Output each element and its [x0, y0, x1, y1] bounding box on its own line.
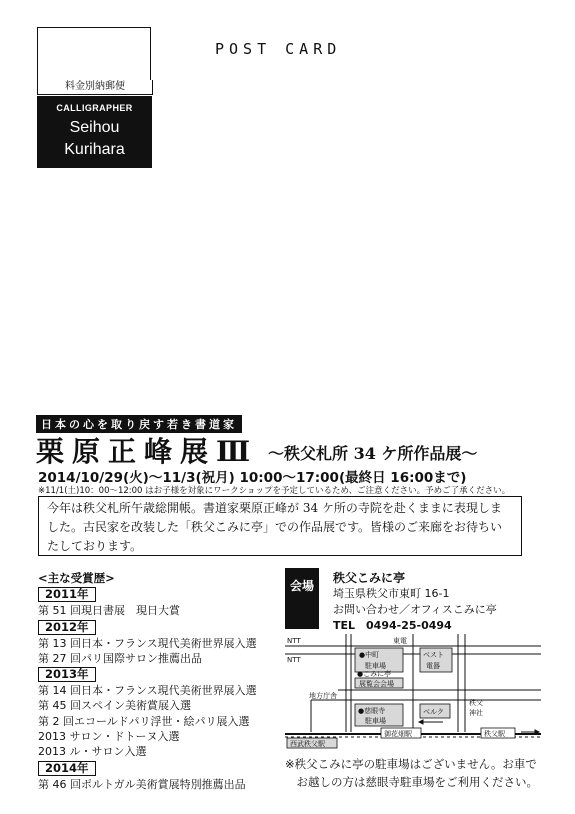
venue-tel: TEL 0494-25-0494 [333, 619, 452, 632]
parking-line-1: ※秩父こみに亭の駐車場はございません。お車で [285, 757, 537, 771]
map-label-ntt: NTT [287, 656, 301, 664]
award-item: 第 27 回パリ国際サロン推薦出品 [38, 651, 202, 665]
venue-info [333, 570, 497, 634]
map-label-ntt: NTT [287, 637, 301, 645]
venue-address: 埼玉県秩父市東町 16-1 [333, 587, 450, 600]
map-label-best: ベスト [423, 651, 444, 659]
event-title: 栗原正峰展Ⅲ [36, 435, 259, 468]
map-label-chichibu: 秩父 [469, 699, 483, 707]
award-item: 2013 サロン・ドトーヌ入選 [38, 730, 180, 744]
award-item: 第 14 回日本・フランス現代美術世界展入選 [38, 684, 257, 698]
map-label-parking: 駐車場 [365, 662, 386, 670]
award-year: 2014年 [38, 761, 96, 776]
awards-list [38, 571, 278, 792]
venue-badge: 会場 [285, 568, 319, 629]
map-label-touden: 東電 [393, 637, 407, 645]
award-year: 2013年 [38, 667, 96, 682]
award-item: 第 2 回エコールドパリ浮世・絵パリ展入選 [38, 714, 250, 728]
event-dates: 2014/10/29(火)〜11/3(祝月) 10:00〜17:00(最終日 16:00まで) [38, 470, 467, 486]
map-label-komini-venue: 展覧会会場 [359, 680, 394, 688]
award-item: 第 45 回スペイン美術賞展入選 [38, 699, 191, 713]
awards-heading: <主な受賞歴> [38, 571, 115, 585]
map-label-komini: ●こみに亭 [357, 670, 392, 678]
map-label-jigen: ●慈眼寺 [358, 707, 386, 715]
calligrapher-logo [37, 96, 152, 168]
award-item: 第 13 回日本・フランス現代美術世界展入選 [38, 636, 257, 650]
venue-contact: お問い合わせ／オフィスこみに亭 [333, 603, 497, 616]
map-label-shrine: 神社 [469, 709, 483, 717]
map-label-nakamachi: ●中町 [359, 651, 380, 659]
map-label-best: 電器 [426, 662, 440, 670]
intro-box [38, 496, 522, 556]
award-item: 第 46 回ポルトガル美術賞展特別推薦出品 [38, 777, 246, 791]
logo-line-3: Kurihara [64, 141, 125, 158]
postage-label: 料金別納郵便 [37, 80, 153, 95]
map-label-station: 御花畑駅 [384, 730, 412, 738]
parking-line-2: お越しの方は慈眼寺駐車場をご利用ください。 [285, 775, 538, 789]
logo-line-1: CALLIGRAPHER [56, 103, 133, 113]
access-map [283, 632, 543, 754]
parking-note [285, 755, 538, 791]
award-item: 2013 ル・サロン入選 [38, 745, 147, 759]
venue-name: 秩父こみに亭 [333, 571, 406, 585]
event-subtitle: 〜秩父札所 34 ケ所作品展〜 [268, 444, 478, 463]
event-tagline: 日本の心を取り戻す若き書道家 [36, 415, 242, 433]
map-label-station: 西武秩父駅 [290, 740, 325, 748]
postcard-heading: POST CARD [215, 40, 342, 58]
award-year: 2012年 [38, 620, 96, 635]
logo-line-2: Seihou [69, 119, 120, 136]
map-label-station: 秩父駅 [484, 730, 505, 738]
intro-text: 今年は秩父札所午歳総開帳。書道家栗原正峰が 34 ケ所の寺院を赴くままに表現しました。古民家を改装した「秩父こみに亭」での作品展です。皆様のご来廊をお待ちいたしております。 [47, 501, 503, 553]
stamp-area [37, 27, 151, 82]
workshop-note: ※11/1(土)10：00〜12:00 はお子様を対象にワークショップを予定しているため、ご注意ください。予めご了承ください。 [38, 486, 511, 496]
award-item: 第 51 回現日書展 現日大賞 [38, 604, 180, 618]
award-year: 2011年 [38, 587, 96, 602]
map-label-parking: 駐車場 [365, 717, 386, 725]
map-label-belc: ベルク [423, 708, 444, 716]
map-label-chihou: 地方庁舎 [309, 692, 337, 700]
